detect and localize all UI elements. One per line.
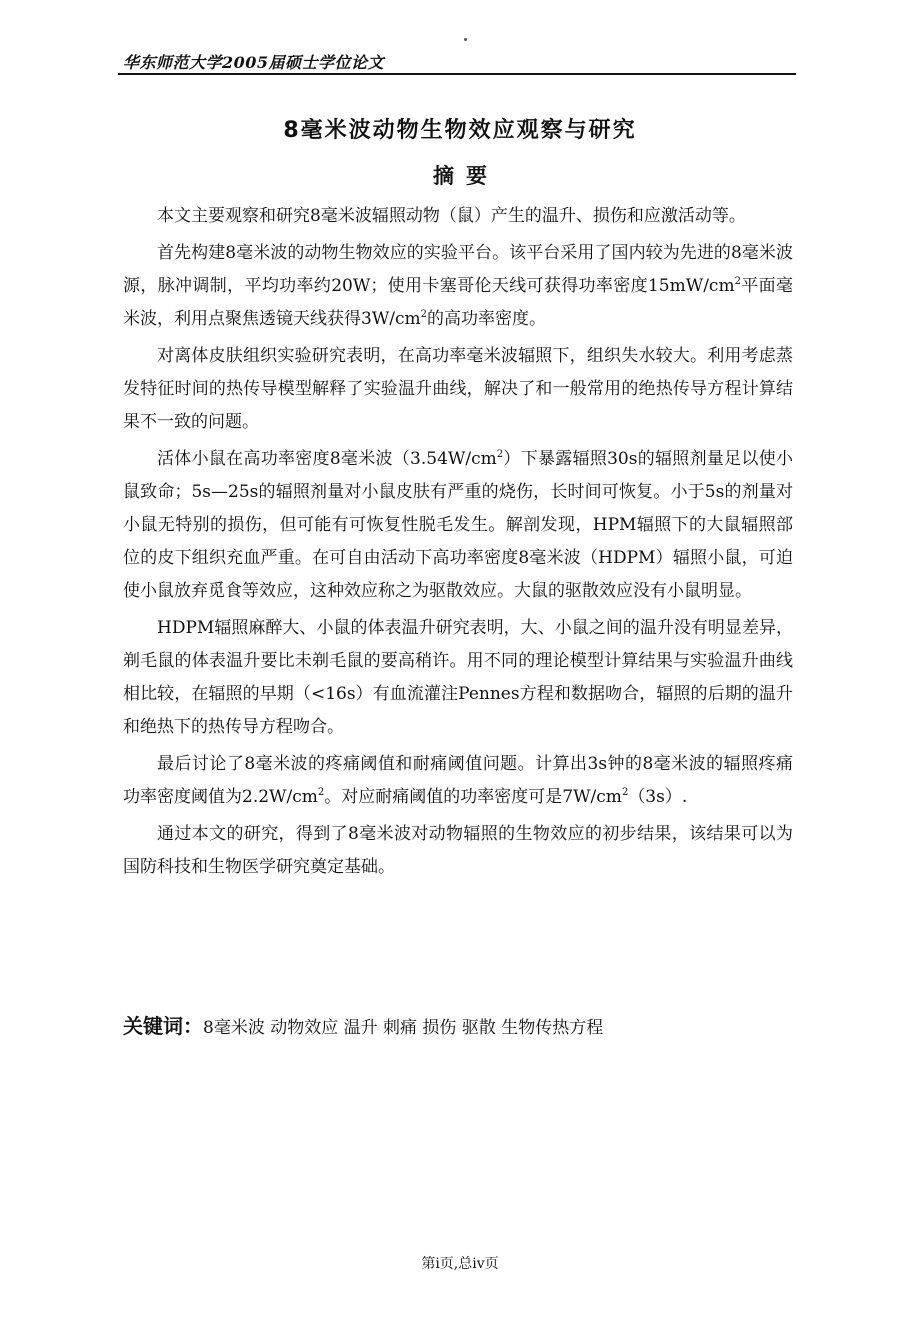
- superscript: 2: [496, 449, 504, 460]
- paragraph-2-part-b: 平面毫米波，利用点聚焦透镜天线获得3W/cm: [123, 276, 793, 329]
- superscript: 2: [317, 787, 325, 798]
- paragraph-5: HDPM辐照麻醉大、小鼠的体表温升研究表明，大、小鼠之间的温升没有明显差异，剃毛鼠的体表温升要比未剃毛鼠的要高稍许。用不同的理论模型计算结果与实验温升曲线相比较，在辐照的早期（<16s）有血流灌注Pennes方程和数据吻合，辐照的后期的温升和绝热下的热传导方程吻合。: [123, 618, 793, 737]
- paragraph-2: [123, 237, 793, 336]
- running-header: 华东师范大学2005届硕士学位论文: [123, 53, 385, 72]
- paragraph-4-part-a: 活体小鼠在高功率密度8毫米波（3.54W/cm: [157, 449, 497, 469]
- paragraph-6-part-c: （3s）.: [628, 787, 688, 807]
- paragraph-1: 本文主要观察和研究8毫米波辐照动物（鼠）产生的温升、损伤和应激活动等。: [157, 206, 746, 226]
- superscript: 2: [734, 276, 741, 287]
- abstract-body: [123, 200, 793, 888]
- superscript: 2: [420, 309, 428, 320]
- paragraph-3: 对离体皮肤组织实验研究表明，在高功率毫米波辐照下，组织失水较大。利用考虑蒸发特征时间的热传导模型解释了实验温升曲线，解决了和一般常用的绝热传导方程计算结果不一致的问题。: [123, 346, 793, 432]
- scan-dot: [464, 38, 467, 41]
- paragraph-6-part-a: 最后讨论了8毫米波的疼痛阈值和耐痛阈值问题。计算出3s钟的8毫米波的辐照疼痛功率密度阈值为2.2W/cm: [123, 754, 793, 807]
- thesis-title: 8毫米波动物生物效应观察与研究: [283, 118, 637, 143]
- paragraph-6: [123, 748, 793, 814]
- page-footer: 第i页,总iv页: [421, 1256, 499, 1272]
- superscript: 2: [621, 787, 629, 798]
- paragraph-7: 通过本文的研究，得到了8毫米波对动物辐照的生物效应的初步结果，该结果可以为国防科技和生物医学研究奠定基础。: [123, 824, 793, 877]
- paragraph-6-part-b: 。对应耐痛阈值的功率密度可是7W/cm: [324, 787, 622, 807]
- paragraph-4: [123, 443, 793, 608]
- header-rule: [118, 73, 796, 75]
- keywords-items: 8毫米波 动物效应 温升 刺痛 损伤 驱散 生物传热方程: [203, 1018, 604, 1038]
- paragraph-4-part-b: ）下暴露辐照30s的辐照剂量足以使小鼠致命；5s—25s的辐照剂量对小鼠皮肤有严重的烧伤，长时间可恢复。小于5s的剂量对小鼠无特别的损伤，但可能有可恢复性脱毛发生。解剖发现，HPM辐照下的大鼠辐照部位的皮下组织充血严重。在可自由活动下高功率密度8毫米波（HDPM）辐照小鼠，可迫使小鼠放弃觅食等效应，这种效应称之为驱散效应。大鼠的驱散效应没有小鼠明显。: [123, 449, 793, 601]
- keywords-label: 关键词：: [123, 1014, 203, 1038]
- paragraph-2-part-a: 首先构建8毫米波的动物生物效应的实验平台。该平台采用了国内较为先进的8毫米波源，脉冲调制，平均功率约20W；使用卡塞哥伦天线可获得功率密度15mW/cm: [123, 243, 793, 296]
- keywords-line: [123, 1010, 603, 1039]
- abstract-heading: 摘要: [433, 164, 499, 188]
- paragraph-2-part-c: 的高功率密度。: [427, 309, 547, 329]
